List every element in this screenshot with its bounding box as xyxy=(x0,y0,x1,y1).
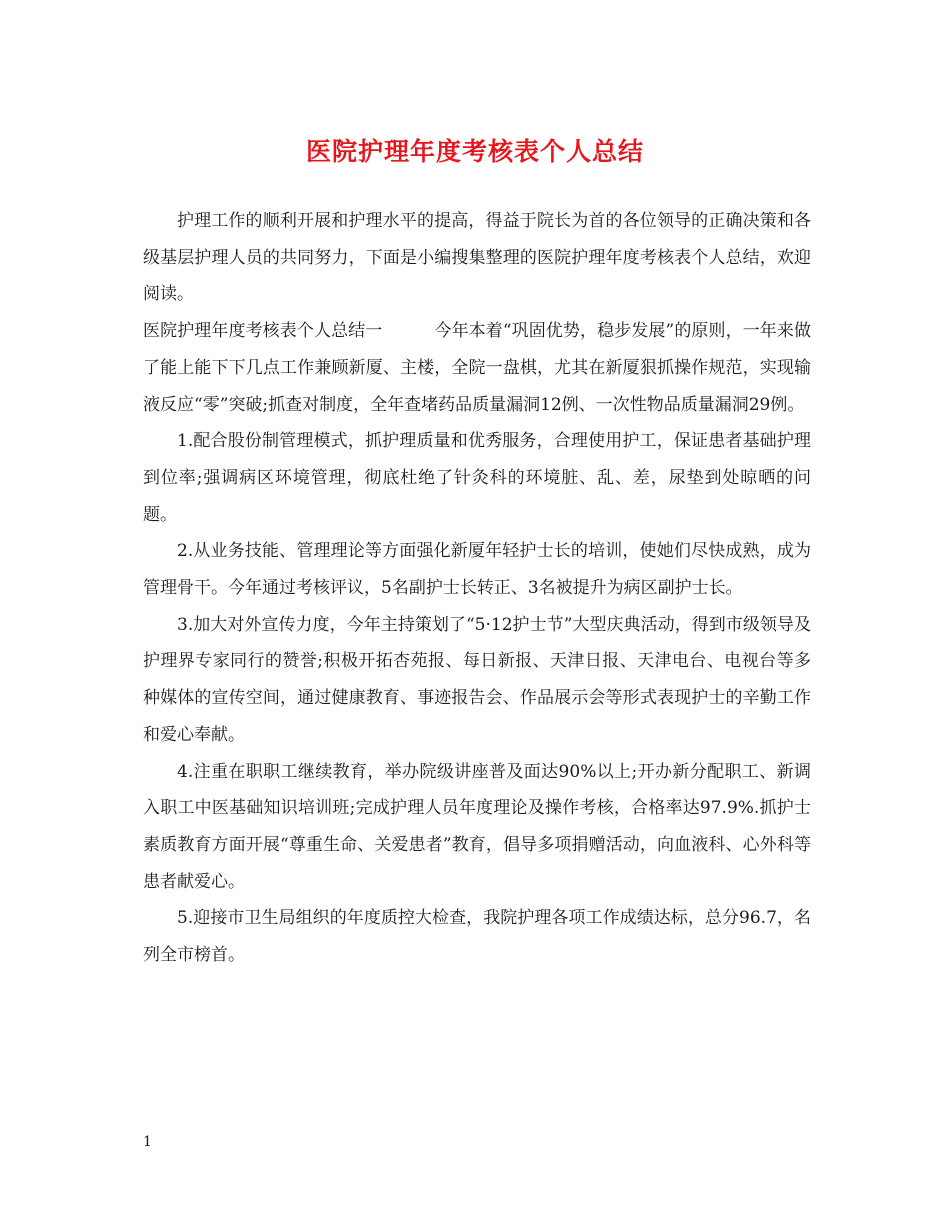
section-heading: 医院护理年度考核表个人总结一 xyxy=(143,321,383,342)
section-paragraph xyxy=(143,313,811,423)
document-title: 医院护理年度考核表个人总结 xyxy=(305,137,644,166)
list-item: 4.注重在职职工继续教育，举办院级讲座普及面达90%以上;开办新分配职工、新调入职工中医基础知识培训班;完成护理人员年度理论及操作考核，合格率达97.9%.抓护士素质教育方面开展“尊重生命、关爱患者”教育，倡导多项捐赠活动，向血液科、心外科等患者献爱心。 xyxy=(143,761,811,892)
list-item: 1.配合股份制管理模式，抓护理质量和优秀服务，合理使用护工，保证患者基础护理到位率;强调病区环境管理，彻底杜绝了针灸科的环境脏、乱、差，尿垫到处晾晒的问题。 xyxy=(143,431,811,525)
list-item: 2.从业务技能、管理理论等方面强化新厦年轻护士长的培训，使她们尽快成熟，成为管理骨干。今年通过考核评议，5名副护士长转正、3名被提升为病区副护士长。 xyxy=(143,541,811,599)
list-item: 3.加大对外宣传力度，今年主持策划了“5·12护士节”大型庆典活动，得到市级领导及护理界专家同行的赞誉;积极开拓杏苑报、每日新报、天津日报、天津电台、电视台等多种媒体的宣传空间，通过健康教育、事迹报告会、作品展示会等形式表现护士的辛勤工作和爱心奉献。 xyxy=(143,614,811,745)
document-body xyxy=(143,203,811,974)
section-intro: 今年本着“巩固优势，稳步发展”的原则，一年来做了能上能下下几点工作兼顾新厦、主楼，全院一盘棋，尤其在新厦狠抓操作规范，实现输液反应“零”突破;抓查对制度，全年查堵药品质量漏洞12例、一次性物品质量漏洞29例。 xyxy=(143,321,811,415)
list-item: 5.迎接市卫生局组织的年度质控大检查，我院护理各项工作成绩达标，总分96.7，名列全市榜首。 xyxy=(143,908,811,966)
page-number: 1 xyxy=(143,1134,152,1150)
intro-paragraph: 护理工作的顺利开展和护理水平的提高，得益于院长为首的各位领导的正确决策和各级基层护理人员的共同努力，下面是小编搜集整理的医院护理年度考核表个人总结，欢迎阅读。 xyxy=(143,211,811,305)
